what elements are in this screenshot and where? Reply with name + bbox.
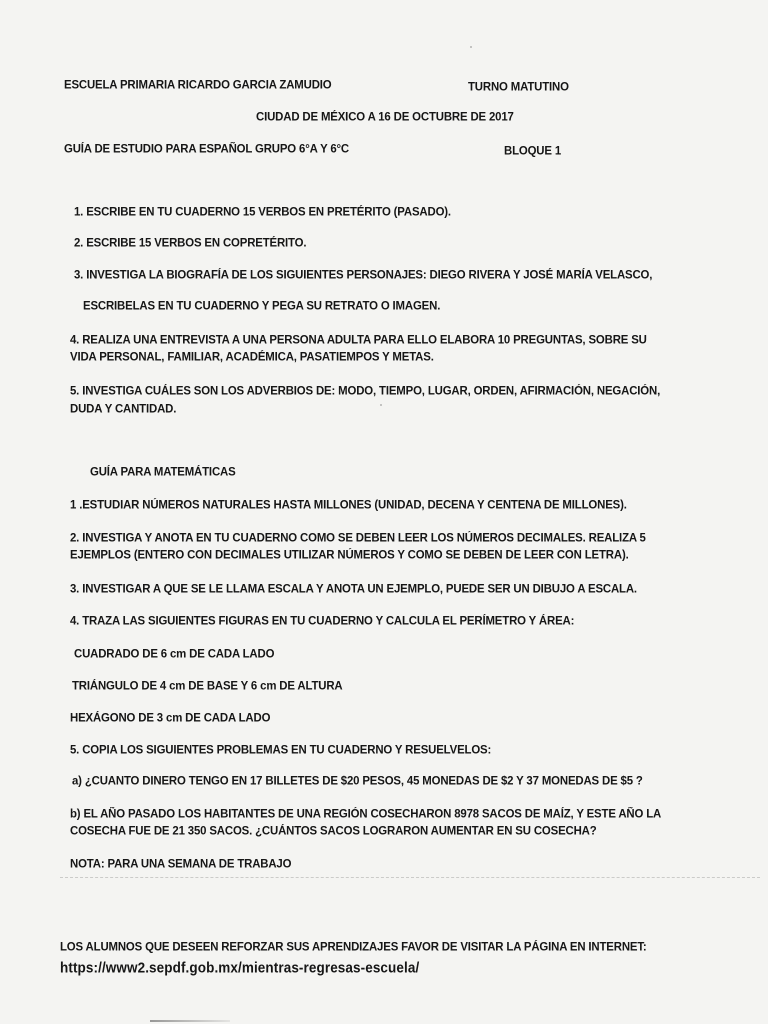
spanish-item-1: 1. ESCRIBE EN TU CUADERNO 15 VERBOS EN PRETÉRITO (PASADO).	[74, 206, 451, 219]
problem-b-line-1: b) EL AÑO PASADO LOS HABITANTES DE UNA REGIÓN COSECHARON 8978 SACOS DE MAÍZ, Y ESTE AÑO LA	[70, 808, 662, 821]
math-item-4: 4. TRAZA LAS SIGUIENTES FIGURAS EN TU CUADERNO Y CALCULA EL PERÍMETRO Y ÁREA:	[70, 615, 575, 628]
spanish-item-5-line-2: DUDA Y CANTIDAD.	[70, 403, 177, 416]
scan-smudge	[150, 1020, 230, 1022]
problem-a: a) ¿CUANTO DINERO TENGO EN 17 BILLETES DE $20 PESOS, 45 MONEDAS DE $2 Y 37 MONEDAS DE $5 ?	[72, 775, 643, 788]
math-item-2-line-1: 2. INVESTIGA Y ANOTA EN TU CUADERNO COMO SE DEBEN LEER LOS NÚMEROS DECIMALES. REALIZA 5	[70, 532, 646, 545]
math-item-5: 5. COPIA LOS SIGUIENTES PROBLEMAS EN TU CUADERNO Y RESUELVELOS:	[70, 744, 492, 757]
footer-url: https://www2.sepdf.gob.mx/mientras-regresas-escuela/	[60, 959, 420, 976]
problem-b-line-2: COSECHA FUE DE 21 350 SACOS. ¿CUÁNTOS SACOS LOGRARON AUMENTAR EN SU COSECHA?	[70, 825, 597, 838]
school-name: ESCUELA PRIMARIA RICARDO GARCIA ZAMUDIO	[64, 79, 332, 92]
block-label: BLOQUE 1	[504, 145, 562, 158]
scan-speck	[380, 404, 382, 406]
shape-triangle: TRIÁNGULO DE 4 cm DE BASE Y 6 cm DE ALTURA	[72, 680, 343, 693]
city-date: CIUDAD DE MÉXICO A 16 DE OCTUBRE DE 2017	[256, 111, 514, 124]
shift-label: TURNO MATUTINO	[468, 81, 569, 94]
scan-line-artifact	[60, 877, 760, 878]
scan-speck	[470, 46, 472, 48]
shape-square: CUADRADO DE 6 cm DE CADA LADO	[74, 648, 275, 661]
guide-title: GUÍA DE ESTUDIO PARA ESPAÑOL GRUPO 6°A Y 6°C	[64, 143, 350, 156]
math-item-2-line-2: EJEMPLOS (ENTERO CON DECIMALES UTILIZAR NÚMEROS Y COMO SE DEBEN DE LEER CON LETRA).	[70, 549, 629, 562]
spanish-item-5-line-1: 5. INVESTIGA CUÁLES SON LOS ADVERBIOS DE: MODO, TIEMPO, LUGAR, ORDEN, AFIRMACIÓN, NEGACIÓN,	[70, 385, 661, 398]
footer-message: LOS ALUMNOS QUE DESEEN REFORZAR SUS APRENDIZAJES FAVOR DE VISITAR LA PÁGINA EN INTERNET:	[60, 941, 647, 954]
spanish-item-4-line-2: VIDA PERSONAL, FAMILIAR, ACADÉMICA, PASATIEMPOS Y METAS.	[70, 351, 434, 364]
spanish-item-2: 2. ESCRIBE 15 VERBOS EN COPRETÉRITO.	[74, 237, 307, 250]
math-item-3: 3. INVESTIGAR A QUE SE LE LLAMA ESCALA Y ANOTA UN EJEMPLO, PUEDE SER UN DIBUJO A ESCALA.	[70, 583, 637, 596]
shape-hexagon: HEXÁGONO DE 3 cm DE CADA LADO	[70, 712, 271, 725]
work-note: NOTA: PARA UNA SEMANA DE TRABAJO	[70, 858, 292, 871]
spanish-item-3-line-2: ESCRIBELAS EN TU CUADERNO Y PEGA SU RETRATO O IMAGEN.	[83, 300, 441, 313]
spanish-item-4-line-1: 4. REALIZA UNA ENTREVISTA A UNA PERSONA ADULTA PARA ELLO ELABORA 10 PREGUNTAS, SOBRE SU	[70, 334, 647, 347]
math-item-1: 1 .ESTUDIAR NÚMEROS NATURALES HASTA MILLONES (UNIDAD, DECENA Y CENTENA DE MILLONES).	[70, 499, 627, 512]
spanish-item-3-line-1: 3. INVESTIGA LA BIOGRAFÍA DE LOS SIGUIENTES PERSONAJES: DIEGO RIVERA Y JOSÉ MARÍA VELASCO,	[74, 269, 653, 282]
math-title: GUÍA PARA MATEMÁTICAS	[90, 466, 236, 479]
